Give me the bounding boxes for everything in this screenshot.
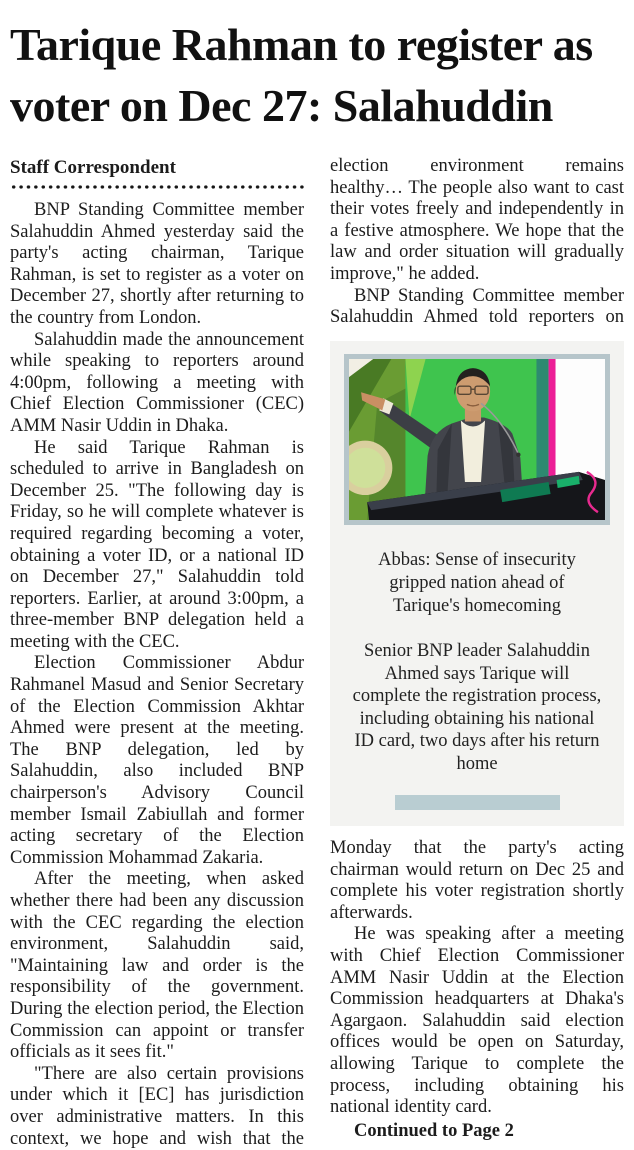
paragraph: "There are also certain provisions under which it [EC] has jurisdiction over administrative matters. In this context, we hope and wish that the [10, 1063, 304, 1149]
accent-bar [395, 795, 560, 810]
headline [10, 14, 624, 136]
photo-caption-title: Abbas: Sense of insecurity gripped nation ahead of Tarique's homecoming [378, 550, 576, 616]
column-left [10, 156, 304, 1150]
byline-divider [10, 184, 304, 190]
photo-box [330, 341, 624, 826]
paragraph: After the meeting, when asked whether there had been any discussion with the CEC regarding the election environment, Salahuddin said, "Maintaining law and order is the responsibility of the government. During the election period, the Election Commission can appoint or transfer officials as it sees fit." [10, 869, 304, 1063]
photo-caption-body: Senior BNP leader Salahuddin Ahmed says Tarique will complete the registration process, including obtaining his national ID card, two days after his return home [352, 641, 602, 774]
paragraph: BNP Standing Committee member Salahuddin Ahmed yesterday said the party's acting chairman, Tarique Rahman, is set to register as a voter on December 27, shortly after returning to the country from London. [10, 200, 304, 328]
headline-line-1: Tarique Rahman to register as [10, 19, 593, 70]
article-photo [349, 359, 605, 520]
paragraph: Election Commissioner Abdur Rahmanel Masud and Senior Secretary of the Election Commission Akhtar Ahmed were present at the meeting. The BNP delegation, led by Salahuddin, also included BNP chairperson's Advisory Council member Ismail Zabiullah and former acting secretary of the Election Commission Mohammad Zakaria. [10, 653, 304, 868]
continued-note: Continued to Page 2 [354, 1120, 514, 1141]
article-body [10, 156, 624, 1150]
column-right [330, 156, 624, 1150]
paragraph: He was speaking after a meeting with Chief Election Commissioner AMM Nasir Uddin at the Election Commission headquarters at Dhaka's Agargaon. Salahuddin said election offices would be open on Saturday, allowing Tarique to complete the process, including obtaining his national identity card. [330, 924, 624, 1118]
photo-frame [344, 354, 610, 525]
photo-captions [344, 549, 610, 775]
paragraph: election environment remains healthy… The people also want to cast their votes freely and independently in a festive atmosphere. We hope that the law and order situation will gradually improve," he added. [330, 156, 624, 284]
byline: Staff Correspondent [10, 157, 176, 178]
paragraph: Salahuddin made the announcement while speaking to reporters around 4:00pm, following a meeting with Chief Election Commissioner (CEC) AMM Nasir Uddin in Dhaka. [10, 329, 304, 436]
headline-line-2: voter on Dec 27: Salahuddin [10, 80, 553, 131]
paragraph: Monday that the party's acting chairman would return on Dec 25 and complete his voter registration shortly afterwards. [330, 838, 624, 923]
paragraph: He said Tarique Rahman is scheduled to arrive in Bangladesh on December 25. "The following day is Friday, so he will complete whatever is required regarding becoming a voter, obtaining a voter ID, or a national ID on December 27," Salahuddin told reporters. Earlier, at around 3:00pm, a three-member BNP delegation held a meeting with the CEC. [10, 437, 304, 652]
paragraph: BNP Standing Committee member Salahuddin Ahmed told reporters on [330, 285, 624, 328]
